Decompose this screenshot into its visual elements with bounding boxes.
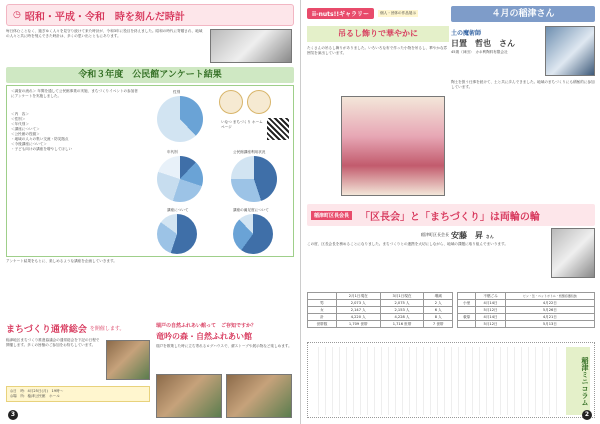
pop-cell: 8 人	[424, 314, 453, 321]
mini-column	[307, 342, 595, 418]
mascot-caption: いなつ まちづくり ホームページ	[221, 120, 263, 129]
pop-cell: 1,716 世帯	[380, 321, 424, 328]
kouza-pie	[157, 214, 197, 254]
hang-text: たくさんの吊るし飾りがありました。いろいろな布で作った小物を吊るし、華やかな雰囲気を演出しています。	[307, 46, 448, 55]
usage-pie-label: 公民館講座利用状況	[233, 150, 266, 154]
opinion-item: ＜今後講座について＞	[11, 142, 47, 146]
clock-icon: ◷	[13, 10, 21, 20]
kuminkai-tag: 稲津町区長会長	[311, 211, 352, 220]
garbage-cell: 小里	[458, 300, 476, 307]
age-pie-label: 年代別	[167, 150, 178, 154]
chair-sub: さん	[485, 234, 494, 239]
clock-banner	[6, 4, 294, 26]
april-title: ４月の稲津さん	[451, 6, 595, 22]
pop-head: 2月1日現在	[336, 293, 380, 300]
forest-photo-2	[226, 374, 292, 418]
pop-cell: 2,153 人	[380, 307, 424, 314]
gallery-sub: 個人・団体の作品展示	[380, 10, 416, 15]
mascot-right	[247, 90, 271, 114]
pop-head	[308, 293, 337, 300]
pop-cell: 2,075 人	[380, 300, 424, 307]
machi-title: まちづくり通常総会	[6, 325, 87, 335]
garbage-cell: 4月14日	[476, 300, 505, 307]
pop-cell: 4,228 人	[380, 314, 424, 321]
pop-cell: 男	[308, 300, 337, 307]
population-table	[307, 292, 453, 328]
machi-badge: を開催します。	[89, 326, 125, 332]
opinions-list	[11, 112, 111, 152]
pop-cell: 女	[308, 307, 337, 314]
kuminkai-title: 「区長会」と「まちづくり」は両輪の輪	[360, 211, 540, 223]
forest-photo-1	[156, 374, 222, 418]
bottom-section	[6, 322, 294, 420]
gender-pie-label: 性別	[173, 90, 181, 94]
opinion-item: ＜公民館の役割＞	[11, 132, 40, 136]
pop-cell: 7 世帯	[424, 321, 453, 328]
garbage-cell	[458, 307, 476, 314]
chair-text: この度、区長会長を務めることになりました。まちづくりとの連携を大切にしながら、地域の課題に取り組んでまいります。	[307, 242, 508, 246]
machi-text: 稲津地区まちづくり推進協議会の通常総会を下記の日程で開催します。多くの皆様のご参加をお待ちしています。	[6, 338, 100, 347]
qr-code[interactable]	[267, 118, 289, 140]
hang-title: 吊るし飾りで華やかに	[307, 26, 449, 42]
pop-cell: 4,220 人	[336, 314, 380, 321]
page-number-left: 3	[8, 410, 18, 420]
kuminkai-banner	[307, 204, 595, 226]
garbage-cell: 5月12日	[476, 321, 505, 328]
person-name: 日置 哲也 さん	[451, 39, 515, 48]
opinion-item: ・子ども向けの講座を増やしてほしい	[11, 147, 73, 151]
clock-banner-title: 昭和・平成・令和 時を刻んだ時計	[24, 11, 185, 23]
opinion-item: ・地域の人々の集い交流・防災拠点	[11, 137, 69, 141]
page-number-right: 2	[582, 410, 592, 420]
machi-schedule	[6, 386, 150, 402]
pop-cell: 計	[308, 314, 337, 321]
opinion-item: ＜年代別＞	[11, 122, 29, 126]
pop-cell: 2,147 人	[336, 307, 380, 314]
chair-name-text: 安藤 昇	[451, 231, 483, 240]
hang-photo	[341, 96, 445, 196]
forest-text: 瑞戸を散策した時に立ち寄れるログハウスで、薪ストーブや展示物など楽しめます。	[156, 344, 292, 348]
survey-title: 令和３年度 公民館アンケート結果	[6, 67, 294, 83]
survey-bottom-note: アンケート結果をもとに、楽しめるような講座を企画していきます。	[6, 259, 117, 263]
opinion-item: ＜講座について＞	[11, 127, 40, 131]
mini-column-body	[312, 347, 562, 415]
chair-photo	[551, 228, 595, 278]
forest-title2: 竜吟の森・自然ふれあい館	[156, 332, 252, 341]
age-pie	[157, 156, 203, 202]
chair-name	[451, 230, 494, 241]
person-role: 土の魔術師	[451, 30, 482, 37]
pop-cell: 1,709 世帯	[336, 321, 380, 328]
garbage-cell: 5月13日	[505, 321, 594, 328]
pop-cell: 6 人	[424, 307, 453, 314]
garbage-cell	[458, 321, 476, 328]
gender-pie	[157, 96, 203, 142]
chair-role: 稲津町区長会長	[421, 232, 449, 237]
pop-cell: 2 人	[424, 300, 453, 307]
garbage-cell: 5月12日	[476, 307, 505, 314]
forest-title1: 瑞戸の自然ふれあい館って ご存知ですか？	[156, 323, 257, 329]
pop-head: 3月1日現在	[380, 293, 424, 300]
garbage-table	[457, 292, 595, 328]
garbage-head: 不燃ごみ	[476, 293, 505, 300]
kouza-pie-label: 講座について	[167, 208, 189, 212]
machi-date: ◎日 時：4月25日(月) 19時～	[10, 389, 64, 393]
pop-cell: 世帯数	[308, 321, 337, 328]
opinions-heading: ＜内 容＞	[11, 112, 29, 116]
person-sub: 45歳（神田） カネ利陶料有限会社	[451, 50, 508, 54]
garbage-cell: 萩原	[458, 314, 476, 321]
garbage-head: ビン・缶・ペットボトル・紙製容器包装	[505, 293, 594, 300]
clock-tower-photo	[210, 29, 292, 63]
mini-column-title: 稲津ミニコラム	[566, 347, 590, 415]
garbage-head	[458, 293, 476, 300]
satisfaction-pie	[233, 214, 273, 254]
garbage-cell: 4月22日	[505, 300, 594, 307]
machi-photo	[106, 340, 150, 380]
machi-box	[6, 322, 152, 420]
mascot-left	[219, 90, 243, 114]
machi-place: ◎場 所：稲津公民館 ホール	[10, 394, 60, 398]
opinion-item: ＜性別＞	[11, 117, 26, 121]
garbage-cell: 4月14日	[476, 314, 505, 321]
clock-text: 毎日休むことなく、過ぎゆく人々を見守り続けて来た時計が、令和3年に役目を終えました。昭和の時代に寄贈され、地域の人々と共に時を刻んできた時計は、多くの思い出とともにあります。	[6, 29, 203, 38]
person-photo	[545, 26, 595, 76]
usage-pie	[231, 156, 277, 202]
gallery-tag: ii-nuts!!ギャラリー	[307, 8, 374, 19]
garbage-cell: 4月21日	[505, 314, 594, 321]
survey-results	[6, 85, 294, 257]
person-text: 陶土を扱う仕事を続けて、土と共に歩んできました。地域のまちづくりにも積極的に参加しています。	[451, 80, 595, 89]
pop-head: 増減	[424, 293, 453, 300]
garbage-cell: 5月26日	[505, 307, 594, 314]
page-2	[300, 0, 600, 424]
satisfaction-pie-label: 講座の満足度について	[233, 208, 269, 212]
pop-cell: 2,073 人	[336, 300, 380, 307]
survey-intro: ＜調査の流れ＞ 年間を通して公民館事業の実施、まちづくりイベントの参加者にアンケートを実施しました。	[11, 89, 138, 98]
forest-box	[156, 322, 294, 420]
